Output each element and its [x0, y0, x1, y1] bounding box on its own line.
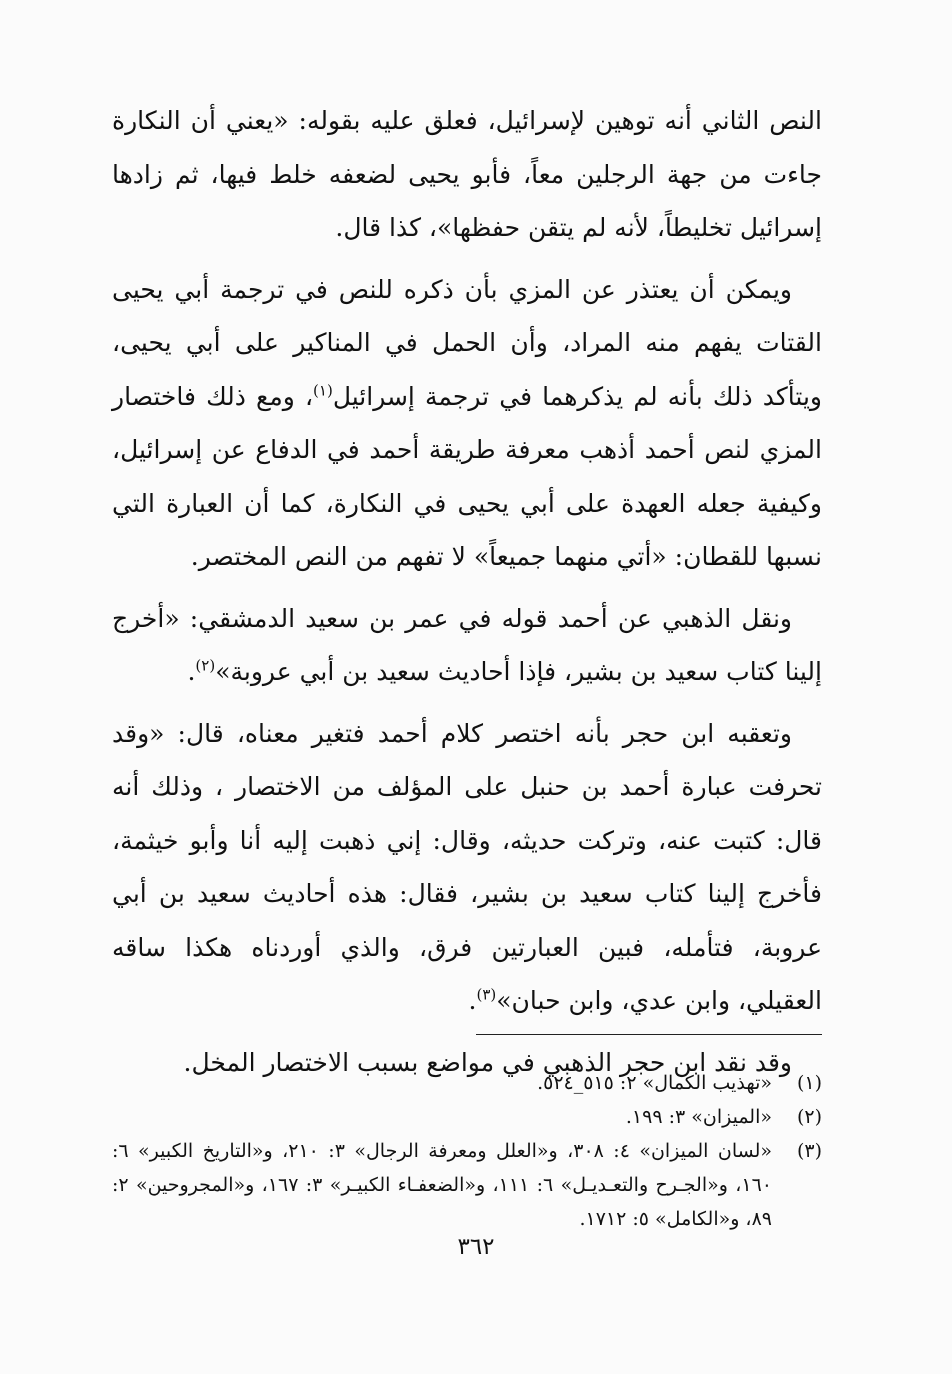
- page-number: ٣٦٢: [457, 1234, 495, 1260]
- footnote-1: [112, 1066, 822, 1100]
- paragraph-3-part-1: ونقل الذهبي عن أحمد قوله في عمر بن سعيد الدمشقي: «أخرج إلينا كتاب سعيد بن بشير، فإذا أحاديث سعيد بن أبي عروبة»: [112, 603, 822, 686]
- footnote-2: [112, 1100, 822, 1134]
- footnote-text: «الميزان» ٣: ١٩٩.: [625, 1106, 772, 1128]
- paragraph-5: وقد نقد ابن حجر الذهبي في مواضع بسبب الاختصار المخل.: [183, 1047, 792, 1077]
- paragraph-2-part-2: ، ومع ذلك فاختصار المزي لنص أحمد أذهب معرفة طريقة أحمد في الدفاع عن إسرائيل، وكيفية جعله العهدة على أبي يحيى في النكارة، كما أن العبارة التي نسبها للقطان: «أتي منهما جميعاً» لا تفهم من النص المختصر.: [112, 381, 822, 571]
- footnote-number: (٢): [796, 1106, 822, 1128]
- paragraph-2-part-1: ويمكن أن يعتذر عن المزي بأن ذكره للنص في ترجمة أبي يحيى القتات يفهم منه المراد، وأن الحمل في المناكير على أبي يحيى، ويتأكد ذلك بأنه لم يذكرهما في ترجمة إسرائيل: [112, 274, 822, 411]
- paragraph-3: [112, 592, 822, 699]
- paragraph-4: [112, 707, 822, 1028]
- paragraph-4-part-2: .: [468, 986, 477, 1015]
- body-text: [112, 94, 822, 1097]
- footnotes: [112, 1066, 822, 1236]
- paragraph-3-part-2: .: [187, 657, 196, 686]
- footnote-ref-3: (٣): [476, 985, 497, 1004]
- footnote-ref-2: (٢): [195, 656, 216, 675]
- footnote-number: (١): [796, 1072, 822, 1094]
- footnote-divider: [476, 1034, 822, 1035]
- footnote-text: «تهذيب الكمال» ٢: ٥١٥_٥٢٤.: [537, 1072, 772, 1094]
- paragraph-1: النص الثاني أنه توهين لإسرائيل، فعلق عليه بقوله: «يعني أن النكارة جاءت من جهة الرجلين معاً، فأبو يحيى لضعفه خلط فيها، ثم زادها إسرائيل تخليطاً، لأنه لم يتقن حفظها»، كذا قال.: [112, 106, 822, 242]
- paragraph-4-part-1: وتعقبه ابن حجر بأنه اختصر كلام أحمد فتغير معناه، قال: «وقد تحرفت عبارة أحمد بن حنبل على المؤلف من الاختصار ، وذلك أنه قال: كتبت عنه، وتركت حديثه، وقال: إني ذهبت إليه أنا وأبو خيثمة، فأخرج إلينا كتاب سعيد بن بشير، فقال: هذه أحاديث سعيد بن أبي عروبة، فتأمله، فبين العبارتين فرق، والذي أوردناه هكذا ساقه العقيلي، وابن عدي، وابن حبان»: [112, 718, 822, 1015]
- footnote-number: (٣): [796, 1140, 822, 1162]
- footnote-3: [112, 1134, 822, 1236]
- footnote-text: «لسان الميزان» ٤: ٣٠٨، و«العلل ومعرفة الرجال» ٣: ٢١٠، و«التاريخ الكبير» ٦: ١٦٠، و«الجـرح والتعـديـل» ٦: ١١١، و«الضعفـاء الكبيـر» ٣: ١٦٧، و«المجروحين» ٢: ٨٩، و«الكامل» ٥: ١٧١٢.: [112, 1140, 772, 1230]
- footnote-ref-1: (١): [313, 381, 333, 400]
- paragraph-2: [112, 263, 822, 584]
